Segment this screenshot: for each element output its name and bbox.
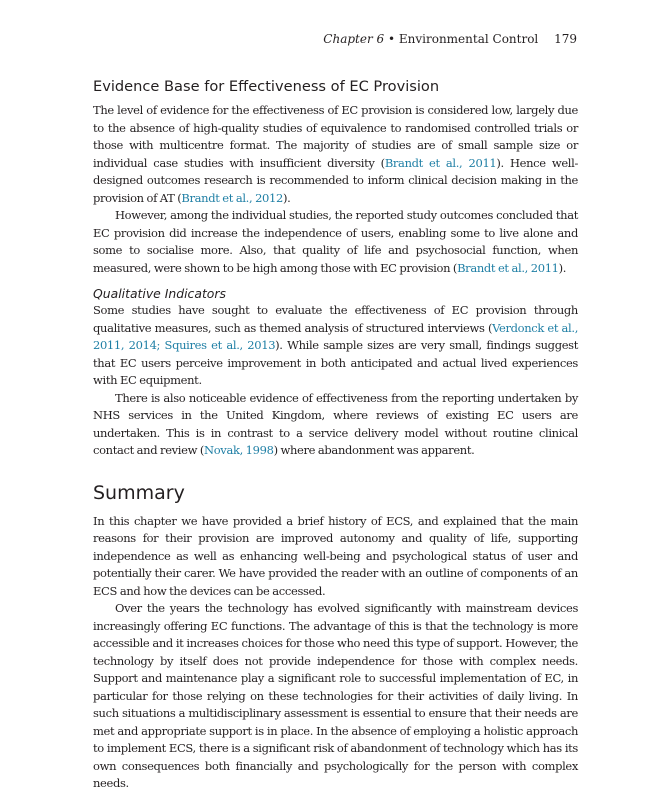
chapter-title: Environmental Control — [398, 32, 539, 46]
page-number: 179 — [554, 32, 577, 46]
running-header — [323, 31, 577, 47]
text-run: Some studies have sought to evaluate the effectiveness of EC provision through qualitative measures, such as themed analysis of structured interviews ( — [93, 303, 578, 335]
paragraph-qualitative-1 — [93, 302, 578, 390]
text-run: There is also noticeable evidence of effectiveness from the reporting undertaken by NHS services in the United Kingdom, where reviews of existing EC users are undertaken. This is in contrast to a service delivery model without routine clinical contact and review ( — [93, 390, 578, 457]
header-bullet: • — [387, 32, 396, 46]
citation-link[interactable]: Brandt et al., 2011 — [384, 155, 497, 170]
chapter-label: Chapter 6 — [323, 32, 385, 46]
text-run: The level of evidence for the effectiveness of EC provision is considered low, largely due to the absence of high-quality studies of equivalence to randomised controlled trials or those with multicentre format. The majority of studies are of small sample size or individual case studies with insufficient diversity ( — [93, 103, 578, 170]
text-run: ). — [558, 260, 567, 275]
section-heading-evidence: Evidence Base for Effectiveness of EC Provision — [93, 78, 440, 95]
text-run: ). — [282, 190, 291, 205]
citation-link[interactable]: Brandt et al., 2011 — [457, 260, 559, 275]
paragraph-evidence-2 — [93, 207, 578, 277]
text-run: ). While sample sizes are very small, findings suggest that EC users perceive improvement in both anticipated and actual lived experiences with EC equipment. — [93, 338, 578, 387]
text-run: However, among the individual studies, the reported study outcomes concluded that EC provision did increase the independence of users, enabling some to live alone and some to socialise more. Also, that quality of life and psychosocial function, when measured, were shown to be high among those with EC provision ( — [93, 208, 578, 275]
page-body — [93, 77, 578, 793]
paragraph-qualitative-2 — [93, 390, 578, 460]
section-heading-summary: Summary — [93, 481, 185, 504]
subsection-heading-qualitative: Qualitative Indicators — [93, 286, 226, 301]
text-run: ) where abandonment was apparent. — [273, 443, 475, 457]
paragraph-summary-2: Over the years the technology has evolved significantly with mainstream devices increasingly offering EC functions. The advantage of this is that the technology is more accessible and it increases choices for those who need this type of support. However, the technology by itself does not provide independence for those with complex needs. Support and maintenance play a significant role to successful implementation of EC, in particular for those relying on these technologies for their activities of daily living. In such situations a multidisciplinary assessment is essential to ensure that their needs are met and appropriate support is in place. In the absence of employing a holistic approach to implement ECS, there is a significant risk of abandonment of technology which has its own consequences both financially and psychologically for the person with complex needs. — [93, 601, 578, 790]
text-run: ). Hence well-designed outcomes research is recommended to inform clinical decision making in the provision of AT ( — [93, 155, 578, 205]
citation-link[interactable]: Verdonck et al., 2011, 2014; Squires et al., 2013 — [93, 320, 578, 352]
paragraph-evidence-1 — [93, 102, 578, 207]
citation-link[interactable]: Novak, 1998 — [204, 443, 274, 457]
citation-link[interactable]: Brandt et al., 2012 — [181, 190, 283, 205]
paragraph-summary-1: In this chapter we have provided a brief history of ECS, and explained that the main reasons for their provision are improved autonomy and quality of life, supporting independence as well as enhancing well-being and psychological status of user and potentially their carer. We have provided the reader with an outline of components of an ECS and how the devices can be accessed. — [93, 513, 578, 598]
